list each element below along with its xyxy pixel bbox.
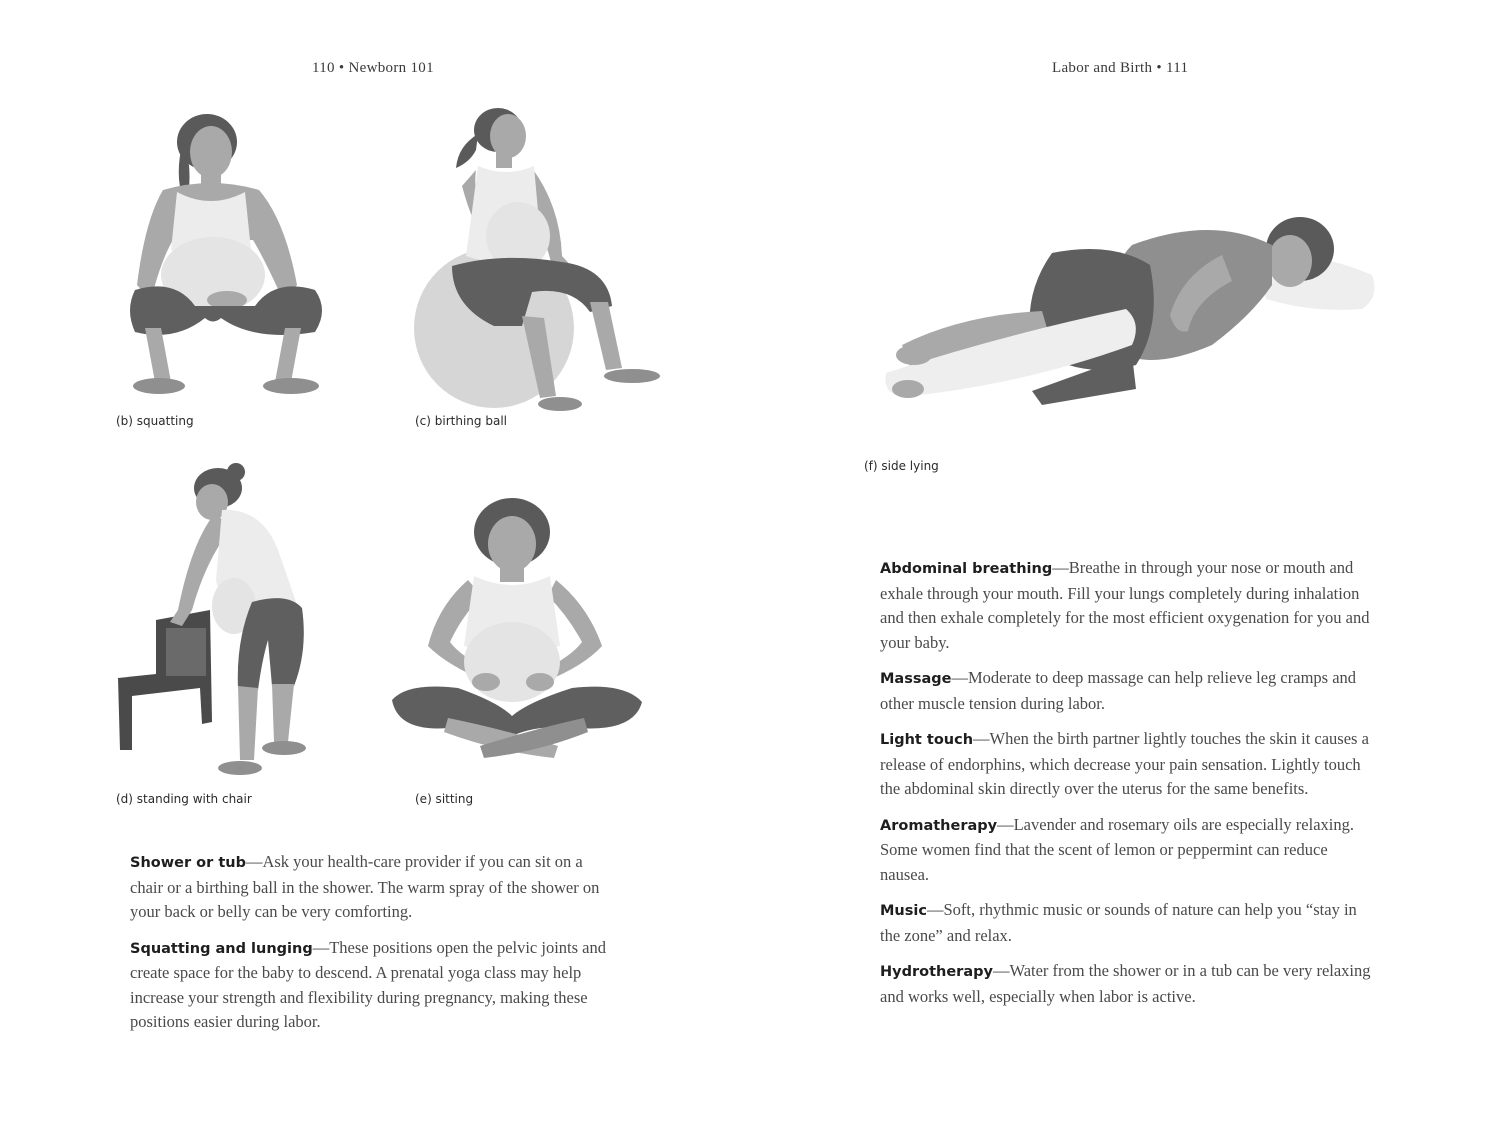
definition-squatting-and-lunging: These positions open the pelvic joints and create space for the baby to descend. A prenatal yoga class may help increase your strength and flexibility during pregnancy, making these positions easier during labor. [130, 937, 607, 1031]
dash: — [926, 900, 944, 919]
term-aromatherapy: Aromatherapy [880, 817, 998, 834]
definition-massage: Moderate to deep massage can help relieve leg cramps and other muscle tension during labor. [880, 668, 1357, 713]
illustration-side-lying [882, 205, 1382, 417]
paragraph-squatting-and-lunging [130, 936, 610, 1035]
paragraph-hydrotherapy [880, 959, 1372, 1009]
dash: — [312, 937, 330, 957]
left-body-text [130, 850, 610, 1046]
dash: — [997, 814, 1014, 834]
definition-hydrotherapy: Water from the shower or in a tub can be very relaxing and works well, especially when labor is active. [880, 961, 1371, 1006]
definition-light-touch: When the birth partner lightly touches the skin it causes a release of endorphins, which decrease your pain sensation. Lightly touch the abdominal skin directly over the uterus for the same benefits. [880, 729, 1369, 798]
caption-standing-with-chair: (d) standing with chair [116, 792, 252, 806]
term-abdominal-breathing: Abdominal breathing [880, 561, 1053, 577]
illustration-birthing-ball [412, 106, 667, 418]
caption-side-lying: (f) side lying [864, 459, 939, 473]
caption-sitting: (e) sitting [415, 792, 474, 806]
term-shower-or-tub: Shower or tub [130, 855, 246, 871]
running-head-right: Labor and Birth • 111 [1052, 60, 1189, 76]
illustration-squatting [115, 110, 330, 405]
caption-birthing-ball: (c) birthing ball [415, 414, 507, 428]
right-body-text [880, 556, 1372, 1020]
dash: — [951, 668, 968, 687]
definition-aromatherapy: Lavender and rosemary oils are especially relaxing. Some women find that the scent of lemon or peppermint can reduce nausea. [880, 814, 1354, 884]
right-page [750, 0, 1500, 1125]
definition-abdominal-breathing: Breathe in through your nose or mouth and exhale through your mouth. Fill your lungs completely during inhalation and then exhale completely for the most efficient oxygenation for you and your baby. [880, 558, 1370, 652]
paragraph-light-touch [880, 727, 1372, 802]
paragraph-massage [880, 666, 1372, 716]
dash: — [1052, 558, 1069, 577]
illustration-standing-with-chair [112, 460, 312, 782]
paragraph-music [880, 898, 1372, 948]
caption-squatting: (b) squatting [116, 414, 194, 428]
paragraph-shower-or-tub [130, 850, 610, 925]
running-head-left: 110 • Newborn 101 [312, 60, 434, 76]
paragraph-abdominal-breathing [880, 556, 1372, 655]
term-squatting-and-lunging: Squatting and lunging [130, 940, 313, 957]
dash: — [973, 729, 990, 748]
paragraph-aromatherapy [880, 813, 1372, 888]
term-music: Music [880, 903, 927, 919]
definition-music: Soft, rhythmic music or sounds of nature can help you “stay in the zone” and relax. [880, 900, 1357, 945]
definition-shower-or-tub: Ask your health-care provider if you can sit on a chair or a birthing ball in the shower. The warm spray of the shower on your back or belly can be very comforting. [130, 852, 600, 921]
term-hydrotherapy: Hydrotherapy [880, 964, 993, 980]
dash: — [245, 852, 263, 871]
term-light-touch: Light touch [880, 732, 974, 748]
term-massage: Massage [880, 671, 952, 687]
dash: — [992, 961, 1010, 980]
illustration-sitting [388, 496, 646, 762]
